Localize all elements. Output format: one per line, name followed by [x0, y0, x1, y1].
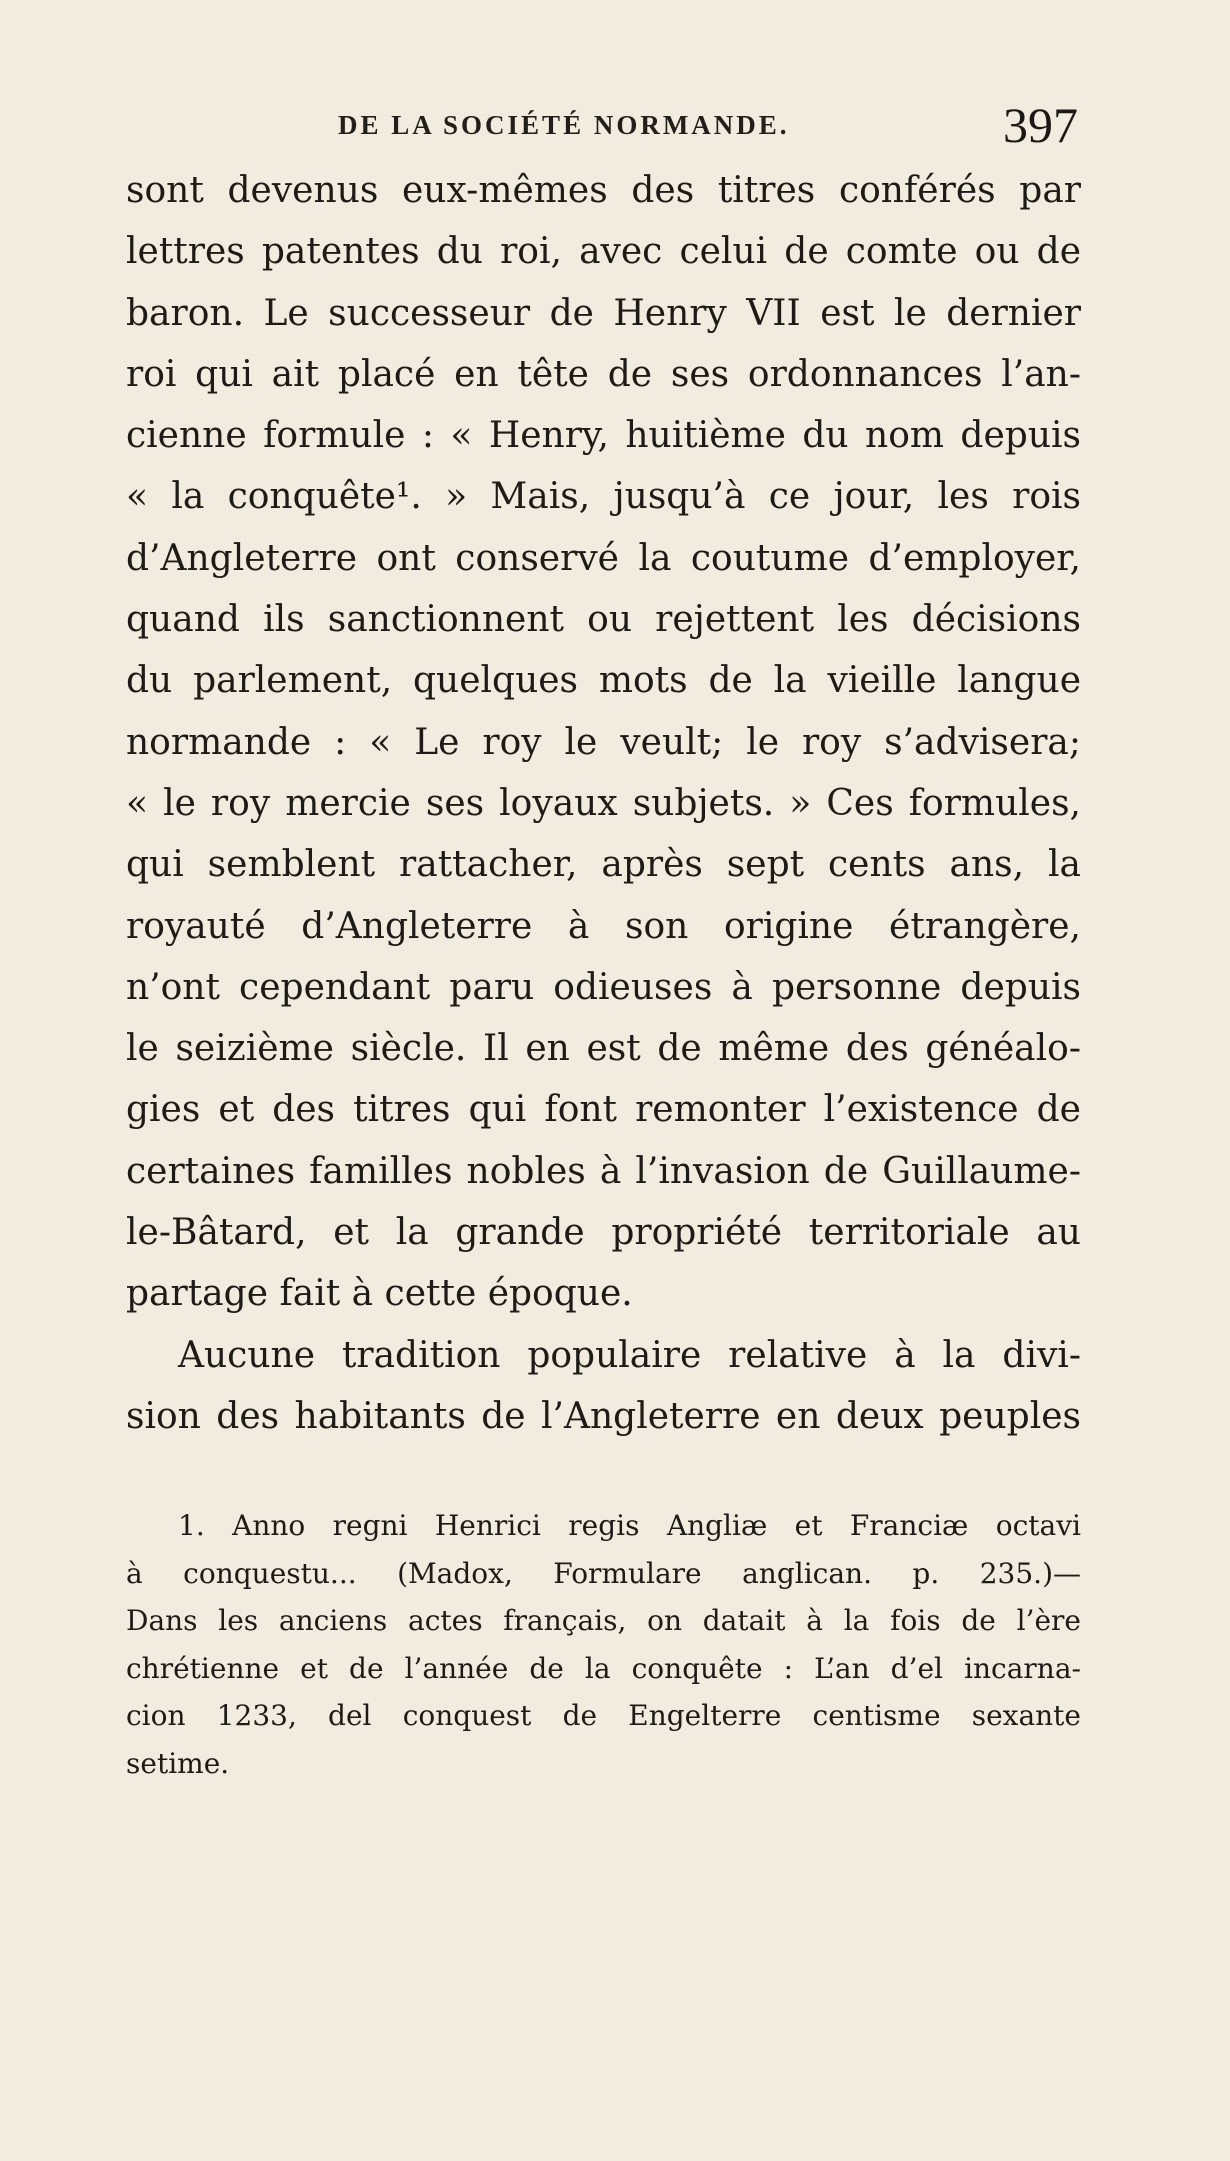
body-line: « le roy mercie ses loyaux subjets. » Ces formules,: [126, 782, 1081, 824]
body-line: « la conquête¹. » Mais, jusqu’à ce jour, les rois: [126, 476, 1081, 518]
body-line: certaines familles nobles à l’invasion de Guillaume-: [126, 1150, 1081, 1192]
body-text: [126, 160, 1081, 1447]
body-line: Aucune tradition populaire relative à la divi-: [178, 1334, 1081, 1376]
body-line: du parlement, quelques mots de la vieille langue: [126, 660, 1081, 702]
body-line: baron. Le successeur de Henry VII est le dernier: [126, 292, 1081, 334]
body-line: sion des habitants de l’Angleterre en deux peuples: [126, 1395, 1081, 1437]
footnote-line: 1. Anno regni Henrici regis Angliæ et Franciæ octavi: [178, 1509, 1081, 1542]
footnote-line: Dans les anciens actes français, on datait à la fois de l’ère: [126, 1604, 1081, 1637]
body-line: quand ils sanctionnent ou rejettent les décisions: [126, 599, 1081, 641]
body-line: roi qui ait placé en tête de ses ordonnances l’an-: [126, 353, 1081, 395]
body-line: le seizième siècle. Il en est de même des généalo-: [126, 1028, 1081, 1070]
footnote-line: setime.: [126, 1746, 230, 1780]
body-line: partage fait à cette époque.: [126, 1273, 633, 1315]
body-line: le-Bâtard, et la grande propriété territoriale au: [126, 1212, 1081, 1254]
footnote-line: cion 1233, del conquest de Engelterre centisme sexante: [126, 1699, 1081, 1732]
footnote-line: à conquestu... (Madox, Formulare anglican. p. 235.)—: [126, 1556, 1081, 1590]
running-head-title: DE LA SOCIÉTÉ NORMANDE.: [338, 110, 790, 140]
body-line: sont devenus eux-mêmes des titres conférés par: [126, 170, 1081, 211]
footnote-line: chrétienne et de l’année de la conquête : L’an d’el incarna-: [126, 1651, 1081, 1685]
body-line: normande : « Le roy le veult; le roy s’advisera;: [126, 721, 1081, 763]
body-line: lettres patentes du roi, avec celui de comte ou de: [126, 231, 1081, 273]
running-head: [0, 98, 1230, 158]
page-number: 397: [1003, 97, 1078, 153]
body-line: qui semblent rattacher, après sept cents ans, la: [126, 844, 1081, 886]
footnotes: [126, 1502, 1081, 1787]
body-line: royauté d’Angleterre à son origine étrangère,: [126, 905, 1081, 947]
body-line: cienne formule : « Henry, huitième du nom depuis: [126, 415, 1081, 457]
body-line: d’Angleterre ont conservé la coutume d’employer,: [126, 537, 1081, 579]
body-line: n’ont cependant paru odieuses à personne depuis: [126, 966, 1081, 1008]
body-line: gies et des titres qui font remonter l’existence de: [126, 1089, 1081, 1131]
